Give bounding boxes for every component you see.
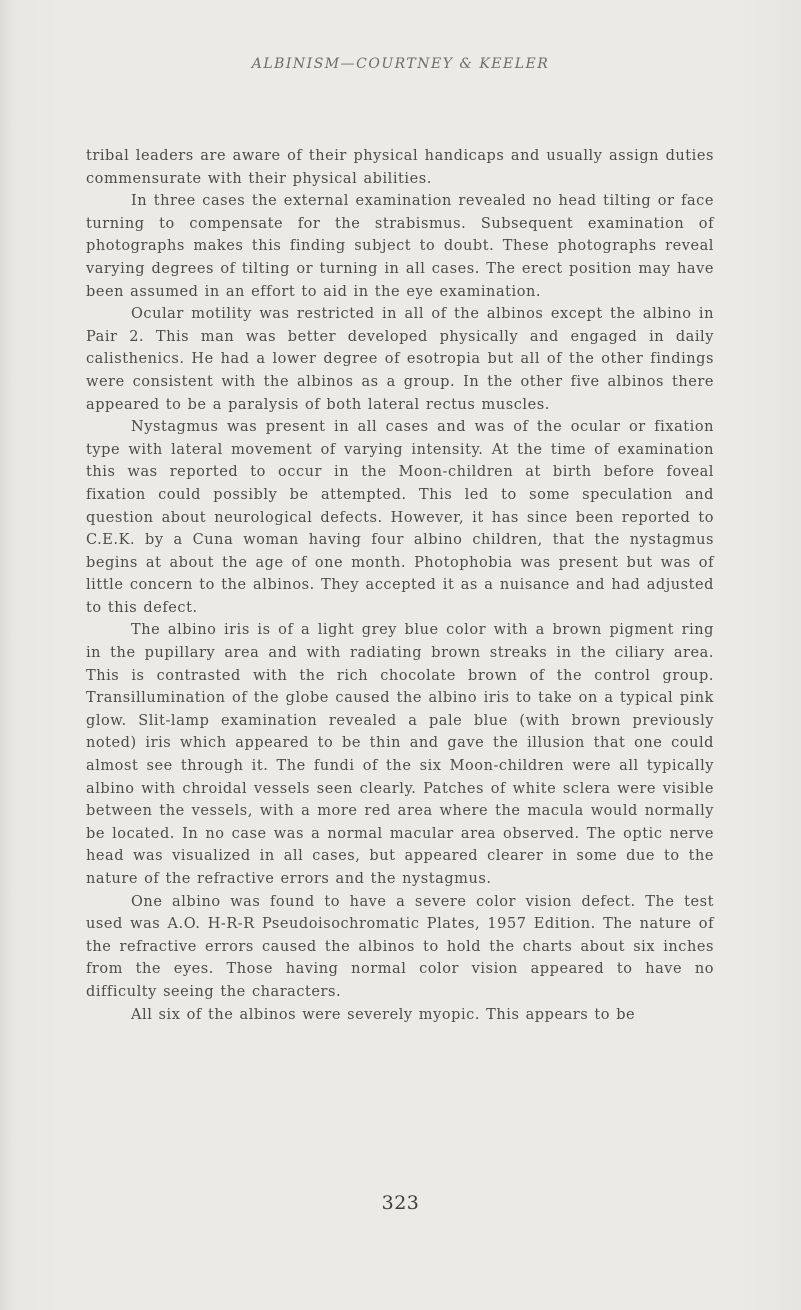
running-head: ALBINISM—COURTNEY & KEELER — [251, 56, 550, 72]
paragraph-nystagmus: Nystagmus was present in all cases and was of the ocular or fixation type with lateral movement of varying intensity. At the time of examination this was reported to occur in the Moon-children at birth before foveal fixation could possibly be attempted. This led to some speculation and question about neurological defects. However, it has since been reported to C.E.K. by a Cuna woman having four albino children, that the nystagmus begins at about the age of one month. Photophobia was present but was of little concern to the albinos. They accepted it as a nuisance and had adjusted to this defect. — [86, 419, 714, 616]
paragraph-ocular-motility: Ocular motility was restricted in all of the albinos except the albino in Pair 2. This man was better developed physically and engaged in daily calisthenics. He had a lower degree of esotropia but all of the other findings were consistent with the albinos as a group. In the other five albinos there appeared to be a paralysis of both lateral rectus muscles. — [86, 306, 714, 413]
paragraph-myopia: All six of the albinos were severely myopic. This appears to be — [131, 1006, 636, 1023]
paragraph-continuation: tribal leaders are aware of their physical handicaps and usually assign duties commensurate with their physical abilities. — [86, 148, 714, 187]
paragraph-head-tilting: In three cases the external examination revealed no head tilting or face turning to compensate for the strabismus. Subsequent examination of photographs makes this finding subject to doubt. These photographs reveal varying degrees of tilting or turning in all cases. The erect position may have been assumed in an effort to aid in the eye examination. — [86, 193, 714, 300]
page-number: 323 — [381, 1192, 420, 1214]
paragraph-color-vision: One albino was found to have a severe color vision defect. The test used was A.O. H-R-R Pseudoisochromatic Plates, 1957 Edition. The nature of the refractive errors caused the albinos to hold the charts about six inches from the eyes. Those having normal color vision appeared to have no difficulty seeing the characters. — [86, 893, 714, 1000]
body-text — [86, 145, 714, 1026]
paragraph-iris: The albino iris is of a light grey blue color with a brown pigment ring in the pupillary area and with radiating brown streaks in the ciliary area. This is contrasted with the rich chocolate brown of the control group. Transillumination of the globe caused the albino iris to take on a typical pink glow. Slit-lamp examination revealed a pale blue (with brown previously noted) iris which appeared to be thin and gave the illusion that one could almost see through it. The fundi of the six Moon-children were all typically albino with chroidal vessels seen clearly. Patches of white sclera were visible between the vessels, with a more red area where the macula would normally be located. In no case was a normal macular area observed. The optic nerve head was visualized in all cases, but appeared clearer in some due to the nature of the refractive errors and the nystagmus. — [86, 622, 714, 887]
